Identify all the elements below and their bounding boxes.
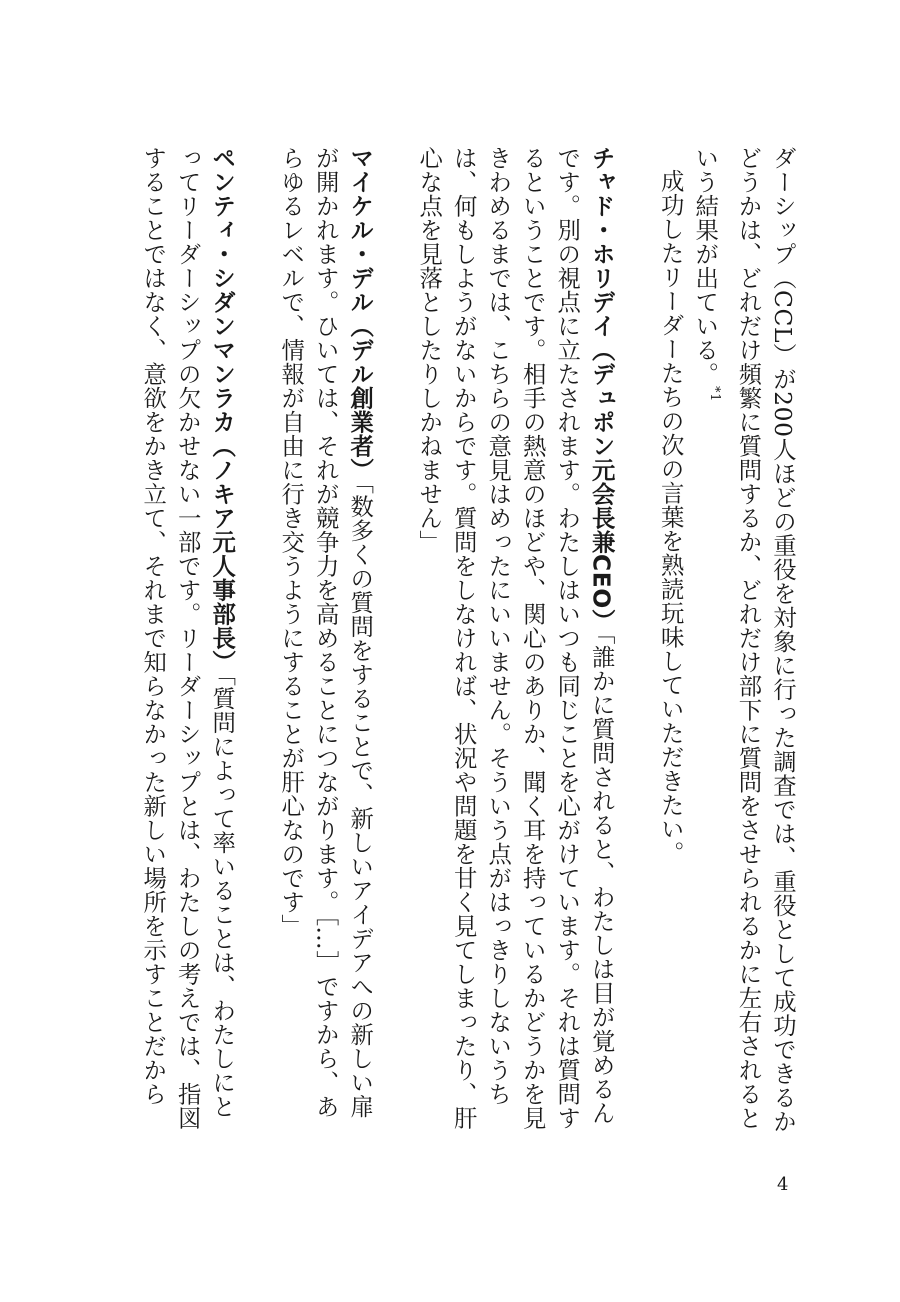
quote-michael-dell bbox=[274, 146, 378, 1146]
footnote-reference: *1 bbox=[707, 386, 722, 402]
speaker-name: チャド・ホリデイ bbox=[587, 146, 616, 338]
speaker-name: ペンティ・シダンマンラカ bbox=[208, 146, 237, 434]
lead-paragraph: 成功したリーダーたちの次の言葉を熟読玩味していただきたい。 bbox=[656, 169, 685, 866]
quote-text: 「誰かに質問されると、わたしは目が覚めるんです。別の視点に立たされます。わたしはいつも同じことを心がけています。それは質問するということです。相手の熱意のほどや、関心のありか、聞く耳を持っているかどうかを見きわめるまでは、こちらの意見はめったにいいません。そういう点がはっきりしないうちは、何もしようがないからです。質問をしなければ、状況や問題を甘く見てしまったり、肝心な点を見落としたりしかねません」 bbox=[415, 146, 616, 1130]
speaker-role: （デュポン元会長兼CEO） bbox=[587, 338, 616, 633]
quote-text: 「数多くの質問をすることで、新しいアイデアへの新しい扉が開かれます。ひいては、それが競争力を高めることにつながります。［…］ですから、あらゆるレベルで、情報が自由に行き交うようにすることが肝心なのです」 bbox=[277, 146, 375, 1119]
intro-paragraph bbox=[688, 146, 800, 1146]
speaker-role: （ノキア元人事部長） bbox=[208, 434, 237, 674]
intro-text: ダーシップ（CCL）が200人ほどの重役を対象に行った調査では、重役として成功できるかどうかは、どれだけ頻繁に質問するか、どれだけ部下に質問をさせられるかに左右されるという結果が出ている。 bbox=[691, 146, 797, 1134]
speaker-name: マイケル・デル bbox=[346, 146, 375, 314]
quote-pentti-sydanmaanlakka bbox=[136, 146, 240, 1146]
vertical-text-block bbox=[136, 146, 800, 1146]
speaker-role: （デル創業者） bbox=[346, 314, 375, 482]
quote-chad-holliday bbox=[412, 146, 619, 1146]
page-number: 4 bbox=[777, 1174, 789, 1195]
quote-text: 「質問によって率いることは、わたしにとってリーダーシップの欠かせない一部です。リーダーシップとは、わたしの考えでは、指図することではなく、意欲をかき立て、それまで知らなかった新しい場所を示すことだから bbox=[139, 146, 237, 1130]
